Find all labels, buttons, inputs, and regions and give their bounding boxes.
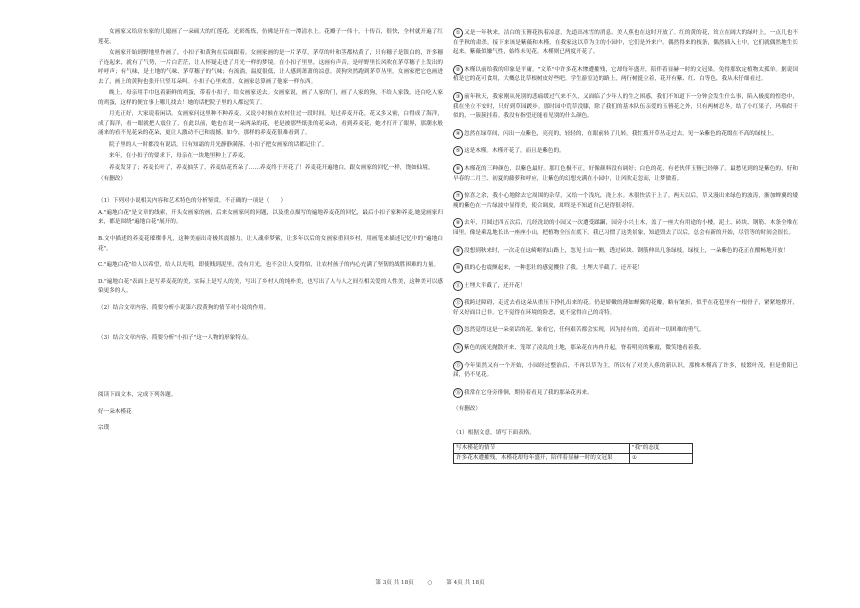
paragraph-number: ⑥ <box>453 164 463 174</box>
paragraph-number: ⑧ <box>453 218 463 228</box>
paragraph-number: ⑩ <box>453 263 463 273</box>
paragraph-number: ③ <box>453 92 463 102</box>
essay-paragraph: ⑧ 去年，月圆过四五次后，几经洗劫的小园又一次遭受蹂躏，园旁小兴土木，盖了一座大有用途的小楼。泥土、砖块、钢筋、木条全堆在园里，像是乘乱地长出一座座小山，把植物全压在底下。我已习惯了这类景象，知道毁去了以后，总会有新的开始，尽管等的时间会很长。 <box>453 220 798 236</box>
story-paragraph: 晚上，母亲用手巾包着新鲜的鸡蛋，带着小扣子，给女画家送去。女画家说，画了人家的门，画了人家的狗，不给人家钱，还白吃人家的鸡蛋，这样的便宜事上哪儿找去！她的话把院子里的人都逗笑了。 <box>98 90 443 106</box>
essay-paragraph: ① 又是一年秋来，洁白的玉簪花执着凉意，先道出冰雪的消息。美人蕉也在这时开放了。红的黄的花，耸立在阔大的绿叶上，一点儿也不在乎秋的肃杀。接下来该是紫薇和木槿。在我家这以草为主的小园中，它们是外来户。偶然得来的枝条，偶然插入土中，它们就偶然地生长起来。紫薇似嫌气性，始终未见花。木槿则已两度开花了。 <box>453 30 798 56</box>
answer-cell[interactable]: ① <box>630 453 693 463</box>
page-footer <box>0 578 860 586</box>
paragraph-number: ⑮ <box>453 361 463 371</box>
passage-title: 好一朵木槿花 <box>98 408 132 415</box>
table-header-cell: "我"的态度 <box>630 443 693 453</box>
page-number-left: 第 3页 共 18页 <box>375 580 414 586</box>
left-column <box>98 28 443 436</box>
story-paragraph: 女画家开始到野地里作画了，小扣子和黄狗在后面跟着。女画家画的是一片茅草，茅草的叶和茎都枯黄了，只有穗子是银白的，许多穗子连起来，就有了气势，一片白茫茫，让人怀疑走进了月光一样的梦境。在小扣子里里，这画有声音，是呼野里长风吹在茅草穗子上发出的呼呼声；有气味，是土地的气味、茅草穗子的气味；有流淌，温度很低，让人感到萧萧的凉意。黄狗突然跑到茅草丛里，女画家把它也画进去了，画上的黄狗也张开只竖耳朵叫。小扣子心里欢喜，女画家总算画了他家一样东西。 <box>98 49 443 85</box>
paragraph-number: ① <box>453 28 463 38</box>
story-paragraph: 女画家又给房东家的儿媳画了一朵硕大的红莲花，光彩炼炼，仿佛是开在一潭清水上。花瓣子一伟十，十传百，很快，全村就开遍了红莲花。 <box>98 29 443 45</box>
essay-paragraph: ⑥ 木槿花的三种颜色，以紫色最好。那红色极不正，好像颜料没有调好；白色的花，有老伙伴玉簪已经够了。最愁见到的是紫色的，好和早春的二月兰、初夏的藤萝和呼应，让紫色的幻想充满在小园中，让风吹走忽而，让梦做着。 <box>453 165 798 182</box>
essay-paragraph: ⑮ 今年果然又有一个开始，小园经过整治后，不再以草为主，所以有了对美人蕉的新认识，那株木槿高了许多，枝繁叶茂，但是重阳已届，仍不见花。 <box>453 362 798 379</box>
paragraph-number: ⑯ <box>453 388 463 398</box>
essay-paragraph: ⑭ 紫色的流光抛散开来，笼罩了凌乱的土地，那朵花在冉冉升起，脊着明亮的紫霞，微笑地看着我。 <box>453 343 798 354</box>
essay-paragraph: ⑦ 惊喜之余，我小心地除去它周围的杂草，又给一个浅坑，浇上水。木很快活于上了。两天以后，草又漫出来绿色的波涛，渐加蝉翼的矮瘦的紫色在一片绿波中显得美，使合调皮，却终是不知道自己是得很奇特。 <box>453 193 798 209</box>
story-paragraph: 养麦发芽了；养麦长叶了，养麦抽茎了，养麦结花苔朵了……养麦终于开花了！养麦花开遍地白，跟女画家的回忆一样，饶如仙境。 <box>109 164 434 171</box>
table-cell: 许多花木遭摧残，木槿花却每年盛开，陪伴着显赫一时的文冠果 <box>454 453 630 463</box>
paragraph-number: ⑫ <box>453 298 463 308</box>
edit-note: （有删改） <box>98 175 126 182</box>
page-number-right: 第 4页 共 18页 <box>446 580 485 586</box>
paragraph-number: ② <box>453 65 463 75</box>
paragraph-number: ⑪ <box>453 281 463 291</box>
right-column <box>453 28 798 464</box>
option-b: B.文中描述的养麦花璀璨非凡，这种美丽出奇极其震撼力，让人魂牵梦萦，让多年以后的女画家重回乡村，用画笔来描述记忆中的"遍地白花"。 <box>98 236 443 252</box>
paragraph-number: ⑨ <box>453 246 463 256</box>
essay-paragraph: ④ 忽然在绿草间，闪出一点紫色，亮亮的，轻轻的，在眼前转了几转。我忙拨开草丛走过去，见一朵紫色的花缀在不高的绿枝上。 <box>453 129 798 140</box>
essay-paragraph: ⑯ 我常在它身旁徘徊，期待着看見了我的那朵花再来。 <box>453 388 798 399</box>
passage-author: 宗璞 <box>98 425 110 432</box>
story-paragraph: 院子里的人一时都没有说话，只有知霜的月光静静满落。小扣子把女画家的话都记住了。 <box>109 141 328 148</box>
story-paragraph: 月光正好，大家说着闲话。女画家问这里种不种养麦，又说小时候在农村住过一段时间，见过养麦开花。花又多又密，白得成了海洋，成了海洋，看一眼就把人震住了，在此以前，她也在说一朵两朵的花，老是被那些纸张的花朵动，看到养麦花，她才打开了眼界，那潮水般涌来的看不见花朵的花朵，更让人激动不已和震撼。如今，那样的养麦花很难看到了。 <box>98 111 443 137</box>
answer-table <box>453 443 693 464</box>
table-question: （1）根据文意，填写下面表格。 <box>453 430 535 437</box>
paragraph-number: ⑤ <box>453 146 463 156</box>
essay-paragraph: ⑪ 土埋大半截了，还开花！ <box>453 281 798 292</box>
reading-instruction: 阅读下面文本，完成下列各题。 <box>98 392 177 399</box>
paragraph-number: ⑭ <box>453 343 463 353</box>
option-c: C."遍地白花"给人以希望，给人以光明，即使贱到泥里，没有月光，也不会让人变得怕，让农村孩子的内心充满了坚韧的战胜困难的力量。 <box>98 262 440 269</box>
essay-paragraph: ⑤ 这是木槿。木槿开花了，而且是紫色的。 <box>453 146 798 157</box>
story-paragraph: 来年，在小扣子的要求下，母亲在一块地里种上了养麦。 <box>109 153 249 160</box>
essay-paragraph: ⑫ 我跨过障碍，走近去看这朵从重压下挣扎出来的花。仍是娇嫩的薄如蝉翼的花瓣，略有皱折，似乎在花苞里有一根骨子，紧紧地撑开，好又好面目已非，它不觉得在环境的险恶，更不觉得自己的奇特。 <box>453 300 798 316</box>
paragraph-number: ⑦ <box>453 191 463 201</box>
essay-paragraph: ⑩ 我的心也震颤起来，一种悲壮的感觉攫住了我。土埋大半截了，还开花！ <box>453 263 798 274</box>
paragraph-number: ④ <box>453 129 463 139</box>
essay-paragraph: ③ 前年秋天，我家刚从死别的悲痛缓过气来不久，又面临了少年人的生之困惑，我们不知道下一分钟会发生什么事，陷入极度的惶恐中，我在坐立不安时，只好到草园踱步。那时园中荒草没膝，除了我们的基本队伍亲爱的玉簪花之外，只有两树忍冬，结了小红果子，玛瑙似干似的，一簇簇挂着。我没有指望还能看见别的什么颜色。 <box>453 93 798 120</box>
option-d: D."遍地白花"表面上是写养麦花的美，实际上是写人的美，写出了乡村人的纯朴美，也写出了人与人之间互相关爱的人性美，这种美可以感染更多的人。 <box>98 278 443 295</box>
option-a: A."遍地白花"是文章的线索，开头女画家的画，后来女画家问的问题，以及重点描写的遍地养麦花的回忆，最后小扣子家种养麦,她觉画家归来，都是围绕"遍地白花"展开的。 <box>98 209 443 226</box>
question-3: （3）结合文章内容，简要分析"小扣子"这一人物的形象特点。 <box>98 334 253 341</box>
essay-paragraph: ② 木槿以前给我的印象是平庸。"文革"中许多花木惨遭摧残，它却每年盛开，陪伴着显赫一时的文冠果。免得那软定植物太孤单。据说国植是它的花可食用，大概总比草根树皮好些吧。学生游室边的路上，两行树挺立着，花开有紫、红、白等色，我从未仔细看过。 <box>453 66 798 83</box>
edit-note: （有删改） <box>453 406 481 413</box>
question-2: （2）结合文章内容，简要分析小说第六段黄狗的情节对小说的作用。 <box>98 305 270 312</box>
essay-paragraph: ⑨ 没想到秋来时，一次走在这崎岖的山路上，忽见土山一侧，透过砖块、钢筋伸出几条绿枝，绿枝上，一朵紫色的花正在酣畅地开放！ <box>453 246 798 257</box>
essay-paragraph: ⑬ 忽然觉得这是一朵童话的花，象看它，任何艰苦都会实现，因为持有的，追而对一切困难的勇气。 <box>453 325 798 336</box>
question-1-stem: （1）下列对小说相关内容和艺术特色的分析鉴赏，不正确的一项是（ ） <box>98 198 287 205</box>
table-row <box>454 453 693 463</box>
table-header-cell: 写木槿花的情节 <box>454 443 630 453</box>
paragraph-number: ⑬ <box>453 325 463 335</box>
page-separator: ○ <box>427 580 433 586</box>
table-row <box>454 443 693 453</box>
